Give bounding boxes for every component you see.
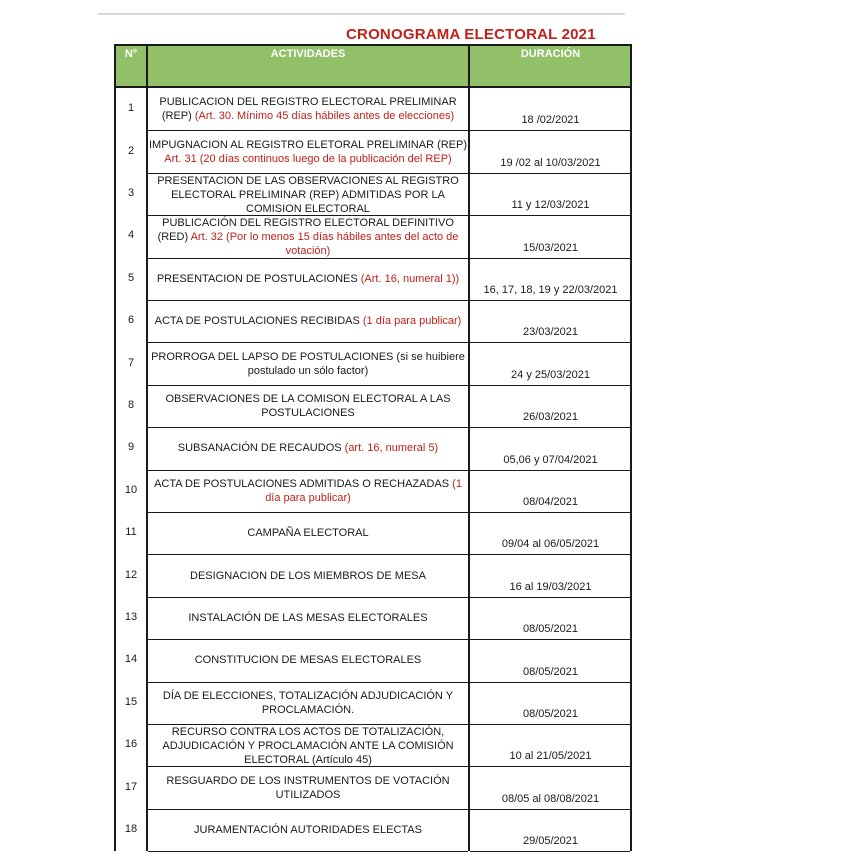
row-number: 15 xyxy=(124,695,138,708)
row-number: 18 xyxy=(124,822,138,835)
activity-cell xyxy=(148,138,468,166)
table-row xyxy=(114,385,632,427)
activity-cell xyxy=(148,216,468,258)
row-divider xyxy=(470,851,630,852)
activity-text: IMPUGNACION AL REGISTRO ELETORAL PRELIMINAR (REP) xyxy=(148,138,468,151)
right-border xyxy=(630,44,632,851)
duration-cell: 26/03/2021 xyxy=(522,411,579,424)
activity-text: RESGUARDO DE LOS INSTRUMENTOS DE VOTACIÓN UTILIZADOS xyxy=(166,774,450,801)
activity-text: RECURSO CONTRA LOS ACTOS DE TOTALIZACIÓN, ADJUDICACIÓN Y PROCLAMACIÓN ANTE LA COMISIÓN ELECTORAL (Artículo 45) xyxy=(162,726,454,766)
row-number: 12 xyxy=(124,568,138,581)
row-number: 9 xyxy=(127,441,135,454)
activity-column-border xyxy=(468,44,470,851)
row-number: 16 xyxy=(124,738,138,751)
table-row xyxy=(114,682,632,724)
table-row xyxy=(114,639,632,681)
activity-text: PRORROGA DEL LAPSO DE POSTULACIONES (si se huibiere postulado un sólo factor) xyxy=(151,350,465,377)
activity-text: PUBLICACIÓN DEL REGISTRO ELECTORAL DEFINITIVO (RED) xyxy=(157,217,454,244)
activity-text: JURAMENTACIÓN AUTORIDADES ELECTAS xyxy=(194,823,422,836)
duration-cell: 19 /02 al 10/03/2021 xyxy=(500,156,601,169)
activity-reference: (1 día para publicar) xyxy=(362,315,462,328)
table-row xyxy=(114,597,632,639)
row-number: 17 xyxy=(124,780,138,793)
activity-text: PRESENTACION DE POSTULACIONES xyxy=(156,272,358,285)
row-number: 14 xyxy=(124,653,138,666)
table-row xyxy=(114,300,632,342)
duration-cell: 08/05 al 08/08/2021 xyxy=(501,792,600,805)
table-row xyxy=(114,766,632,808)
duration-cell: 05,06 y 07/04/2021 xyxy=(503,453,598,466)
activity-cell xyxy=(148,611,468,625)
page-title: CRONOGRAMA ELECTORAL 2021 xyxy=(346,26,596,43)
activity-cell xyxy=(148,477,468,505)
left-border xyxy=(114,44,116,851)
table-row xyxy=(114,342,632,384)
row-number: 11 xyxy=(125,526,137,539)
row-number: 13 xyxy=(124,610,138,623)
activity-cell xyxy=(148,272,468,286)
duration-cell: 24 y 25/03/2021 xyxy=(511,368,590,381)
table-row xyxy=(114,809,632,851)
activity-text: ACTA DE POSTULACIONES RECIBIDAS xyxy=(154,315,360,328)
activity-cell xyxy=(148,350,468,378)
table-row xyxy=(114,130,632,172)
row-number: 10 xyxy=(124,483,138,496)
row-number: 8 xyxy=(127,398,135,411)
table-row xyxy=(114,427,632,469)
activity-cell xyxy=(148,526,468,540)
activity-cell xyxy=(148,725,468,767)
duration-cell: 08/05/2021 xyxy=(522,665,579,678)
activity-reference: Art. 32 (Por lo menos 15 días hábiles antes del acto de votación) xyxy=(190,231,459,258)
table-row xyxy=(114,258,632,300)
table-row xyxy=(114,88,632,130)
activity-cell xyxy=(148,774,468,802)
activity-cell xyxy=(148,392,468,420)
activity-cell xyxy=(148,689,468,717)
row-number: 4 xyxy=(127,229,135,242)
activity-text: PRESENTACION DE LAS OBSERVACIONES AL REGISTRO ELECTORAL PRELIMINAR (REP) ADMITIDAS POR LA COMISION ELECTORAL xyxy=(157,174,459,215)
activity-text: ACTA DE POSTULACIONES ADMITIDAS O RECHAZADAS xyxy=(154,477,450,490)
duration-cell: 15/03/2021 xyxy=(522,241,579,254)
duration-cell: 09/04 al 06/05/2021 xyxy=(501,538,600,551)
activity-cell xyxy=(148,441,468,455)
table-row xyxy=(114,215,632,257)
duration-cell: 29/05/2021 xyxy=(522,835,579,848)
activity-text: CONSTITUCION DE MESAS ELECTORALES xyxy=(194,654,422,667)
duration-cell: 10 al 21/05/2021 xyxy=(509,750,592,763)
activity-cell xyxy=(148,314,468,328)
row-number: 1 xyxy=(127,102,135,115)
duration-cell: 08/05/2021 xyxy=(522,707,579,720)
table-row xyxy=(114,173,632,215)
activity-cell xyxy=(148,569,468,583)
duration-cell: 08/05/2021 xyxy=(522,623,579,636)
duration-cell: 11 y 12/03/2021 xyxy=(511,199,590,212)
header-activities: ACTIVIDADES xyxy=(270,48,346,60)
activity-text: DESIGNACION DE LOS MIEMBROS DE MESA xyxy=(190,569,426,582)
duration-cell: 08/04/2021 xyxy=(522,495,579,508)
duration-cell: 23/03/2021 xyxy=(522,326,579,339)
row-divider xyxy=(148,851,468,852)
table-row xyxy=(114,512,632,554)
activity-text: DÍA DE ELECCIONES, TOTALIZACIÓN ADJUDICACIÓN Y PROCLAMACIÓN. xyxy=(162,689,454,716)
header-num: N° xyxy=(124,48,138,60)
activity-cell xyxy=(148,823,468,837)
duration-cell: 18 /02/2021 xyxy=(521,114,580,127)
duration-cell: 16, 17, 18, 19 y 22/03/2021 xyxy=(483,283,618,296)
header-duration: DURACIÓN xyxy=(520,48,581,60)
num-column-border xyxy=(146,44,148,851)
activity-cell xyxy=(148,653,468,667)
activity-text: OBSERVACIONES DE LA COMISON ELECTORAL A LAS POSTULACIONES xyxy=(165,392,451,419)
table-row xyxy=(114,554,632,596)
activity-reference: (art. 16, numeral 5) xyxy=(344,442,439,455)
row-number: 7 xyxy=(127,356,135,369)
duration-cell: 16 al 19/03/2021 xyxy=(509,580,592,593)
activity-cell xyxy=(148,174,468,216)
activity-cell xyxy=(148,95,468,123)
activity-text: PUBLICACION DEL REGISTRO ELECTORAL PRELIMINAR (REP) xyxy=(159,96,457,123)
activity-text: SUBSANACIÓN DE RECAUDOS xyxy=(177,442,342,455)
row-number: 2 xyxy=(127,144,135,157)
activity-text: CAMPAÑA ELECTORAL xyxy=(247,527,369,540)
row-number: 5 xyxy=(127,271,135,284)
activity-reference: (Art. 16, numeral 1)) xyxy=(360,272,460,285)
activity-text: INSTALACIÓN DE LAS MESAS ELECTORALES xyxy=(188,611,428,624)
top-divider xyxy=(98,13,625,15)
table-header xyxy=(114,44,632,88)
row-number: 3 xyxy=(127,186,135,199)
table-row xyxy=(114,470,632,512)
row-number: 6 xyxy=(127,314,135,327)
activity-reference: Art. 31 (20 días continuos luego de la publicación del REP) xyxy=(164,152,452,165)
activity-reference: (Art. 30. Mínimo 45 días hábiles antes de elecciones) xyxy=(194,110,455,123)
activity-reference: (1 día para publicar) xyxy=(265,477,462,504)
table-row xyxy=(114,724,632,766)
